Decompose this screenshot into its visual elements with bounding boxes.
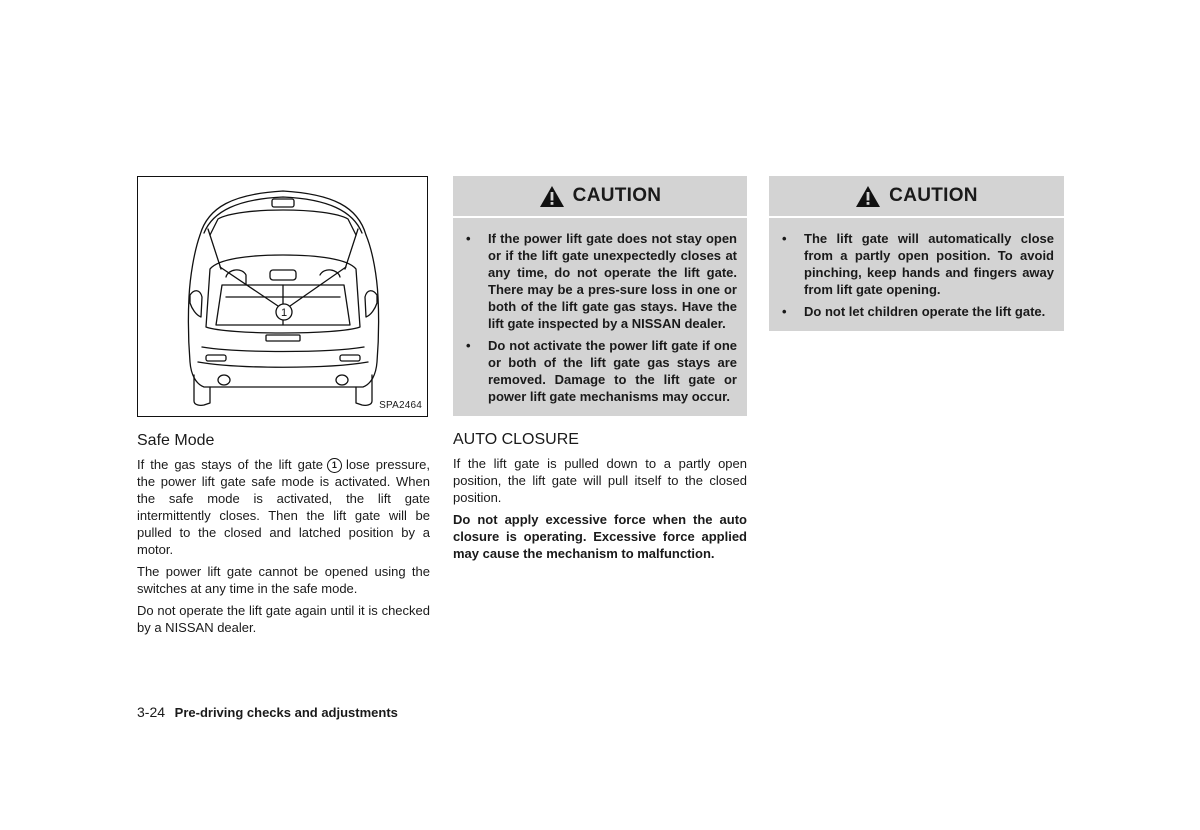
chapter-title: Pre-driving checks and adjustments bbox=[174, 705, 398, 720]
warning-triangle-icon bbox=[855, 185, 881, 208]
page-footer bbox=[137, 704, 398, 720]
lift-gate-illustration bbox=[137, 176, 428, 417]
vehicle-rear-drawing bbox=[138, 177, 429, 418]
caution-item bbox=[779, 303, 1054, 320]
caution-item-text: The lift gate will automatically close from a partly open position. To avoid pinching, keep hands and fingers away from lift gate opening. bbox=[804, 231, 1054, 297]
caution-box bbox=[769, 176, 1064, 331]
safe-mode-heading: Safe Mode bbox=[137, 432, 215, 449]
caution-box bbox=[453, 176, 747, 416]
safe-mode-paragraph-1 bbox=[137, 456, 430, 558]
callout-number: 1 bbox=[280, 307, 288, 319]
caution-item bbox=[779, 230, 1054, 298]
middle-column bbox=[453, 176, 747, 567]
caution-item-text: If the power lift gate does not stay open or if the lift gate unexpectedly closes at any time, do not operate the lift gate. There may be a pres-sure loss in one or both of the lift gate gas stays. Have the lift gate inspected by a NISSAN dealer. bbox=[488, 231, 737, 331]
caution-title: CAUTION bbox=[889, 185, 978, 206]
bullet: • bbox=[466, 231, 471, 246]
caution-title: CAUTION bbox=[572, 185, 662, 206]
caution-item-text: Do not let children operate the lift gate. bbox=[804, 304, 1046, 319]
page-number: 3-24 bbox=[137, 704, 166, 720]
safe-mode-paragraph-3: Do not operate the lift gate again until it is checked by a NISSAN dealer. bbox=[137, 603, 430, 635]
caution-list bbox=[769, 218, 1064, 327]
auto-closure-warning: Do not apply excessive force when the auto closure is operating. Excessive force applied may cause the mechanism to malfunction. bbox=[453, 512, 747, 561]
auto-closure-heading: AUTO CLOSURE bbox=[453, 431, 579, 448]
warning-triangle-icon bbox=[539, 185, 565, 208]
caution-header bbox=[453, 176, 747, 218]
safe-mode-paragraph-2: The power lift gate cannot be opened using the switches at any time in the safe mode. bbox=[137, 564, 430, 596]
text-run: If the gas stays of the lift gate bbox=[137, 457, 323, 472]
caution-item bbox=[463, 337, 737, 405]
auto-closure-paragraph: If the lift gate is pulled down to a partly open position, the lift gate will pull itself to the closed position. bbox=[453, 456, 747, 505]
caution-header bbox=[769, 176, 1064, 218]
bullet: • bbox=[466, 338, 471, 353]
right-column bbox=[769, 176, 1064, 331]
caution-item-text: Do not activate the power lift gate if one or both of the lift gate gas stays are removed. Damage to the lift gate or power lift gate mechanisms may occur. bbox=[488, 338, 737, 404]
text-run: lose pressure, the power lift gate safe mode is activated. When the safe mode is activated, the lift gate intermittently closes. Then the lift gate will be pulled to the closed and latched position by a motor. bbox=[137, 457, 430, 557]
bullet: • bbox=[782, 231, 787, 246]
figure-code: SPA2464 bbox=[379, 400, 422, 411]
callout-number-icon: 1 bbox=[327, 458, 342, 473]
caution-list bbox=[453, 218, 747, 412]
left-column bbox=[137, 176, 430, 641]
caution-item bbox=[463, 230, 737, 332]
bullet: • bbox=[782, 304, 787, 319]
